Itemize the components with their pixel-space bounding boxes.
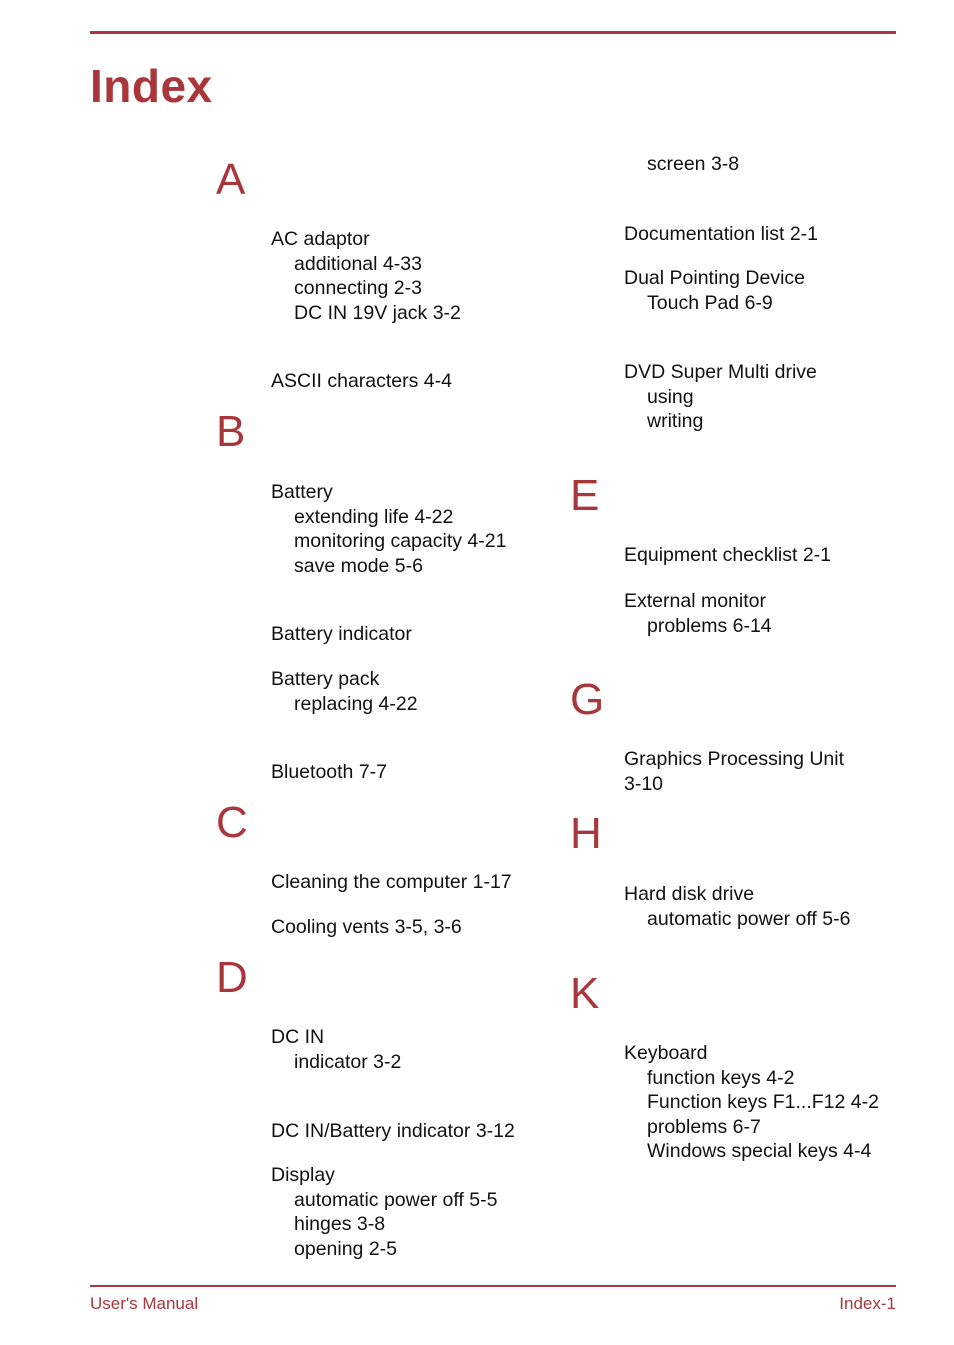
index-subterm: using	[647, 385, 694, 408]
index-subterm: automatic power off 5-6	[647, 907, 851, 930]
index-entry-battery	[271, 480, 506, 578]
index-term: Cleaning the computer 1-17	[271, 871, 512, 893]
index-subterm: writing	[647, 410, 704, 432]
index-term: Battery indicator	[271, 623, 412, 645]
index-term: Battery	[271, 481, 333, 503]
index-subterm: automatic power off 5-5	[294, 1188, 498, 1211]
index-entry-gpu	[624, 747, 844, 796]
index-term: Equipment checklist 2-1	[624, 544, 832, 566]
index-subterm: screen 3-8	[647, 153, 740, 175]
index-entry-cleaning	[271, 870, 512, 895]
section-letter-h: H	[570, 809, 602, 858]
index-term: Battery pack	[271, 668, 380, 690]
index-entry-dvd	[624, 360, 817, 434]
section-letter-b: B	[216, 407, 246, 456]
index-entry-dc-in	[271, 1025, 401, 1074]
footer-manual-title: User's Manual	[90, 1294, 199, 1313]
index-entry-display-continued	[624, 152, 739, 177]
index-subterm: monitoring capacity 4-21	[294, 530, 507, 552]
section-letter-c: C	[216, 798, 248, 847]
index-entry-ac-adaptor	[271, 227, 461, 325]
index-subterm: save mode 5-6	[294, 554, 423, 577]
index-term: DC IN	[271, 1026, 325, 1048]
index-subterm: indicator 3-2	[294, 1050, 402, 1073]
index-entry-bluetooth	[271, 760, 387, 785]
index-subterm: extending life 4-22	[294, 505, 454, 528]
footer-rule	[90, 1285, 896, 1287]
index-entry-documentation	[624, 222, 818, 247]
index-term: ASCII characters 4-4	[271, 370, 452, 392]
index-entry-display	[271, 1163, 497, 1261]
index-subterm: Touch Pad 6-9	[647, 291, 773, 314]
index-entry-ascii	[271, 369, 452, 394]
section-letter-e: E	[570, 471, 600, 520]
index-subterm: hinges 3-8	[294, 1213, 386, 1235]
index-term: DVD Super Multi drive	[624, 361, 817, 383]
index-entry-battery-indicator	[271, 622, 412, 647]
index-entry-external-monitor	[624, 589, 772, 638]
index-subterm: Windows special keys 4-4	[647, 1140, 872, 1162]
index-subterm: opening 2-5	[294, 1237, 398, 1260]
index-entry-dc-in-battery	[271, 1119, 515, 1144]
index-term: Hard disk drive	[624, 883, 755, 905]
footer-page-number: Index-1	[839, 1294, 896, 1313]
index-term: DC IN/Battery indicator 3-12	[271, 1120, 515, 1142]
section-letter-k: K	[570, 969, 600, 1018]
index-term: Dual Pointing Device	[624, 267, 806, 289]
index-term: AC adaptor	[271, 228, 370, 250]
section-letter-d: D	[216, 953, 248, 1002]
top-rule	[90, 31, 896, 34]
index-subterm: DC IN 19V jack 3-2	[294, 301, 461, 324]
index-term: Graphics Processing Unit	[624, 748, 845, 770]
index-entry-cooling	[271, 915, 462, 940]
index-subterm: function keys 4-2	[647, 1066, 795, 1089]
index-term-page: 3-10	[624, 772, 664, 795]
index-entry-battery-pack	[271, 667, 418, 716]
index-subterm: problems 6-7	[647, 1115, 761, 1138]
section-letter-a: A	[216, 155, 246, 204]
section-letter-g: G	[570, 675, 605, 724]
index-entry-keyboard	[624, 1041, 879, 1164]
index-term: Bluetooth 7-7	[271, 761, 388, 783]
index-subterm: Function keys F1...F12 4-2	[647, 1091, 879, 1113]
index-entry-dual-pointing	[624, 266, 805, 315]
index-subterm: connecting 2-3	[294, 277, 422, 299]
page-title: Index	[90, 60, 213, 112]
index-subterm: additional 4-33	[294, 252, 422, 275]
index-entry-equipment	[624, 543, 831, 568]
index-term: Keyboard	[624, 1042, 708, 1064]
index-subterm: problems 6-14	[647, 614, 772, 637]
index-term: Cooling vents 3-5, 3-6	[271, 916, 462, 938]
index-term: Documentation list 2-1	[624, 223, 819, 245]
index-term: External monitor	[624, 590, 766, 612]
index-entry-hdd	[624, 882, 850, 931]
index-term: Display	[271, 1164, 335, 1186]
index-subterm: replacing 4-22	[294, 692, 418, 715]
